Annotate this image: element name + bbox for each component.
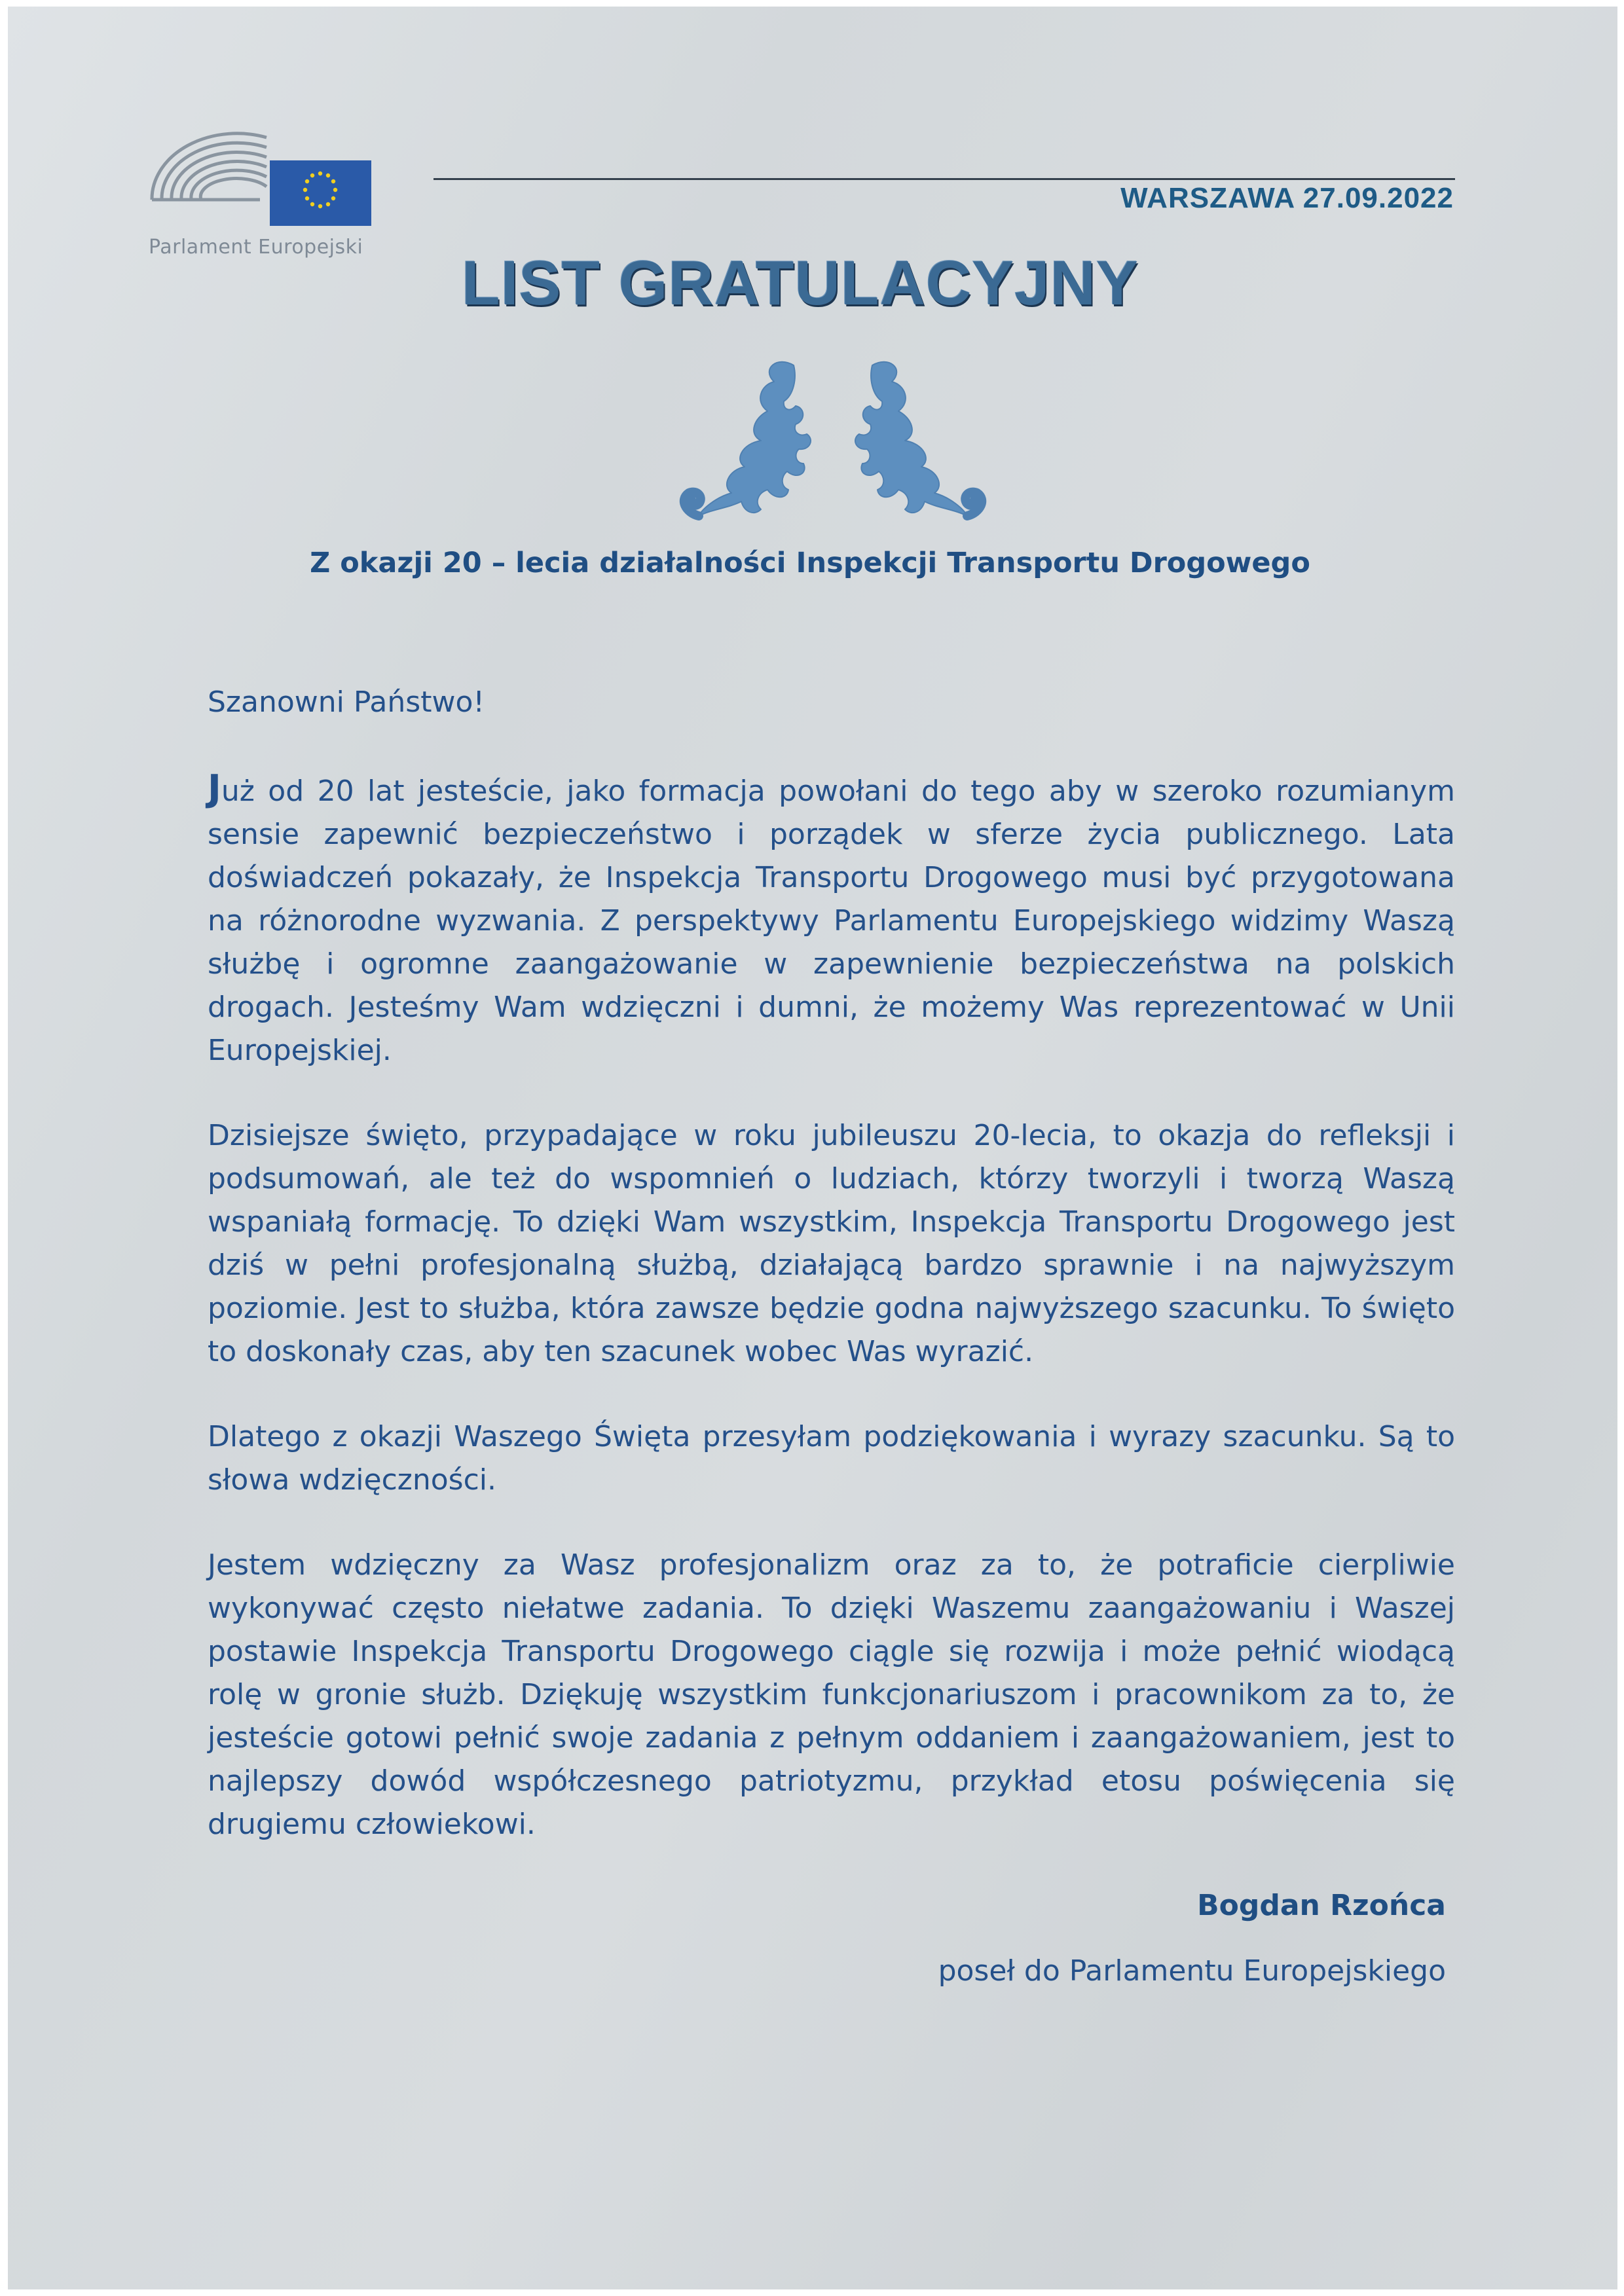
paragraph-2: Dzisiejsze święto, przypadające w roku jubileuszu 20-lecia, to okazja do refleksji i podsumowań, ale też do wspomnień o ludziach, którzy tworzyli i tworzą Waszą wspaniałą formację. To dzięki Wam wszystkim, Inspekcja Transportu Drogowego jest dziś w pełni profesjonalną służbą, działającą bardzo sprawnie i na najwyższym poziomie. Jest to służba, która zawsze będzie godna najwyższego szacunku. To święto to doskonały czas, aby ten szacunek wobec Was wyrazić. bbox=[208, 1119, 1455, 1368]
paragraph-4: Jestem wdzięczny za Wasz profesjonalizm oraz za to, że potraficie cierpliwie wykonywać często niełatwe zadania. To dzięki Waszemu zaangażowaniu i Waszej postawie Inspekcja Transportu Drogowego ciągle się rozwija i może pełnić wiodącą rolę w gronie służb. Dziękuję wszystkim funkcjonariuszom i pracownikom za to, że jesteście gotowi pełnić swoje zadania z pełnym oddaniem i zaangażowaniem, jest to najlepszy dowód współczesnego patriotyzmu, przykład etosu poświęcenia się drugiemu człowiekowi. bbox=[208, 1548, 1455, 1841]
letter-page bbox=[8, 7, 1617, 2289]
page-title: LIST GRATULACYJNY bbox=[462, 248, 1139, 318]
floral-ornament-icon bbox=[663, 352, 1003, 529]
signature-position: poseł do Parlamentu Europejskiego bbox=[938, 1954, 1446, 1988]
parliament-hemicycle-icon bbox=[136, 111, 397, 236]
logo-text: Parlament Europejski bbox=[149, 236, 363, 259]
salutation: Szanowni Państwo! bbox=[208, 685, 485, 719]
paragraph-1-text: uż od 20 lat jesteście, jako formacja powołani do tego aby w szeroko rozumianym sensie zapewnić bezpieczeństwo i porządek w sferze życia publicznego. Lata doświadczeń pokazały, że Inspekcja Transportu Drogowego musi być przygotowana na różnorodne wyzwania. Z perspektywy Parlamentu Europejskiego widzimy Waszą służbę i ogromne zaangażowanie w zapewnienie bezpieczeństwa na polskich drogach. Jesteśmy Wam wdzięczni i dumni, że możemy Was reprezentować w Unii Europejskiej. bbox=[208, 774, 1455, 1067]
subtitle: Z okazji 20 – lecia działalności Inspekcji Transportu Drogowego bbox=[310, 547, 1310, 579]
eu-flag-icon bbox=[270, 160, 371, 226]
european-parliament-logo bbox=[136, 111, 397, 275]
signature-name: Bogdan Rzońca bbox=[1197, 1889, 1446, 1922]
letter-date: WARSZAWA 27.09.2022 bbox=[1120, 182, 1454, 214]
drop-cap: J bbox=[208, 767, 221, 810]
paragraph-1 bbox=[208, 767, 1455, 1072]
paragraph-3: Dlatego z okazji Waszego Święta przesyłam podziękowania i wyrazy szacunku. Są to słowa wdzięczności. bbox=[208, 1420, 1455, 1497]
letter-body bbox=[208, 681, 1455, 1888]
header-rule bbox=[434, 178, 1455, 180]
